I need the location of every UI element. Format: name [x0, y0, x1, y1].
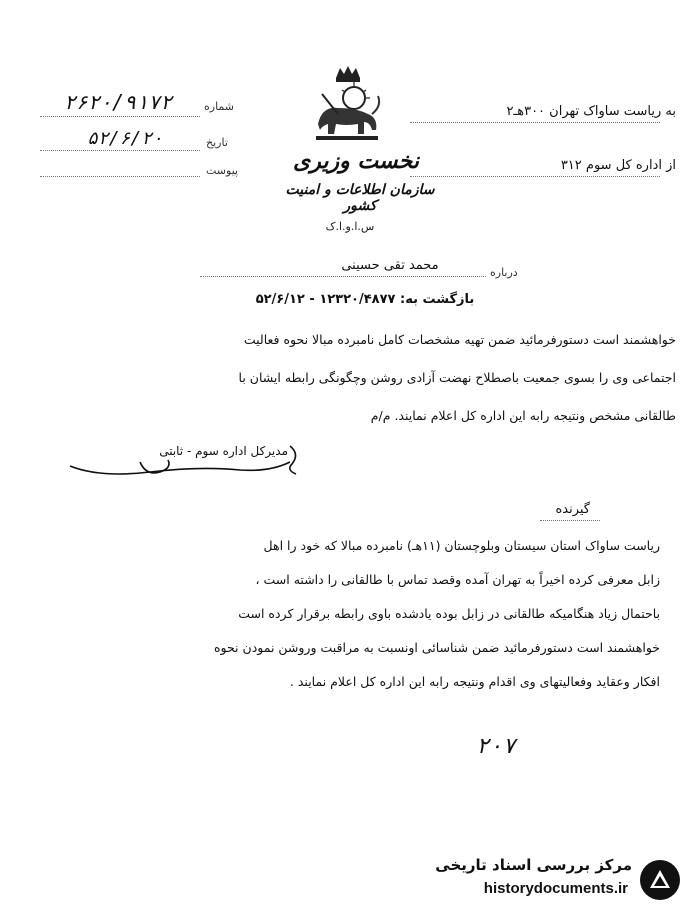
recipient-line: باحتمال زیاد هنگامیکه طالقانی در زابل بوده یادشده باوی رابطه برقرار کرده است [238, 606, 660, 621]
letterhead-line2: سازمان اطلاعات و امنیت کشور [285, 182, 435, 214]
body-line: طالقانی مشخص ونتیجه رابه این اداره کل اعلام نمایند. م/م [370, 408, 676, 423]
tarikh-value: ۵۲/۶/۲۰ [87, 128, 163, 149]
watermark-title: مرکز بررسی اسناد تاریخی [435, 856, 632, 874]
signature-text: مدیرکل اداره سوم - ثابتی [159, 444, 288, 458]
letterhead-line1: نخست وزیری [293, 148, 419, 174]
lion-and-sun-emblem-icon [310, 64, 386, 148]
bottom-mark: ۲۰۷ [476, 734, 516, 759]
subject-value: محمد تقی حسینی [341, 258, 439, 273]
watermark-url: historydocuments.ir [483, 880, 628, 897]
recipient-line: ریاست ساواک استان سیستان وبلوچستان (۱۱هـ) نامبرده مبالا که خود را اهل [263, 538, 660, 553]
reference-line: بازگشت به: ۱۲۳۲۰/۴۸۷۷ - ۵۲/۶/۱۲ [255, 292, 475, 307]
subject-label: درباره [490, 266, 518, 279]
shomare-label: شماره [204, 100, 235, 113]
shomare-value: ۲۶۲۰/۹۱۷۲ [63, 90, 173, 114]
peyvast-label: پیوست [206, 164, 239, 177]
recipient-line: زابل معرفی کرده اخیراً به تهران آمده وقصد تماس با طالقانی را داشته است ، [255, 572, 660, 587]
watermark-logo-icon [638, 858, 682, 902]
tarikh-label: تاریخ [206, 136, 228, 149]
to-line: به ریاست ساواک تهران ۳۰۰هـ۲ [506, 104, 676, 119]
body-line: خواهشمند است دستورفرمائید ضمن تهیه مشخصات کامل نامبرده مبالا نحوه فعالیت [243, 332, 676, 347]
recipient-line: خواهشمند است دستورفرمائید ضمن شناسائی اونسبت به مراقبت وروشن نمودن نحوه [213, 640, 660, 655]
letterhead-line3: س.ا.و.ا.ک [325, 220, 375, 233]
from-line: از اداره کل سوم ۳۱۲ [560, 158, 676, 173]
recipient-label: گیرنده [555, 502, 590, 517]
signature-scribble-icon [60, 436, 310, 486]
body-line: اجتماعی وی را بسوی جمعیت باصطلاح نهضت آزادی روشن وچگونگی رابطه ایشان با [238, 370, 676, 385]
recipient-paragraph [40, 538, 660, 698]
recipient-line: افکار وعقاید وفعالیتهای وی اقدام ونتیجه رابه این اداره کل اعلام نمایند . [289, 674, 660, 689]
watermark [412, 852, 688, 908]
body-paragraph [36, 332, 676, 434]
